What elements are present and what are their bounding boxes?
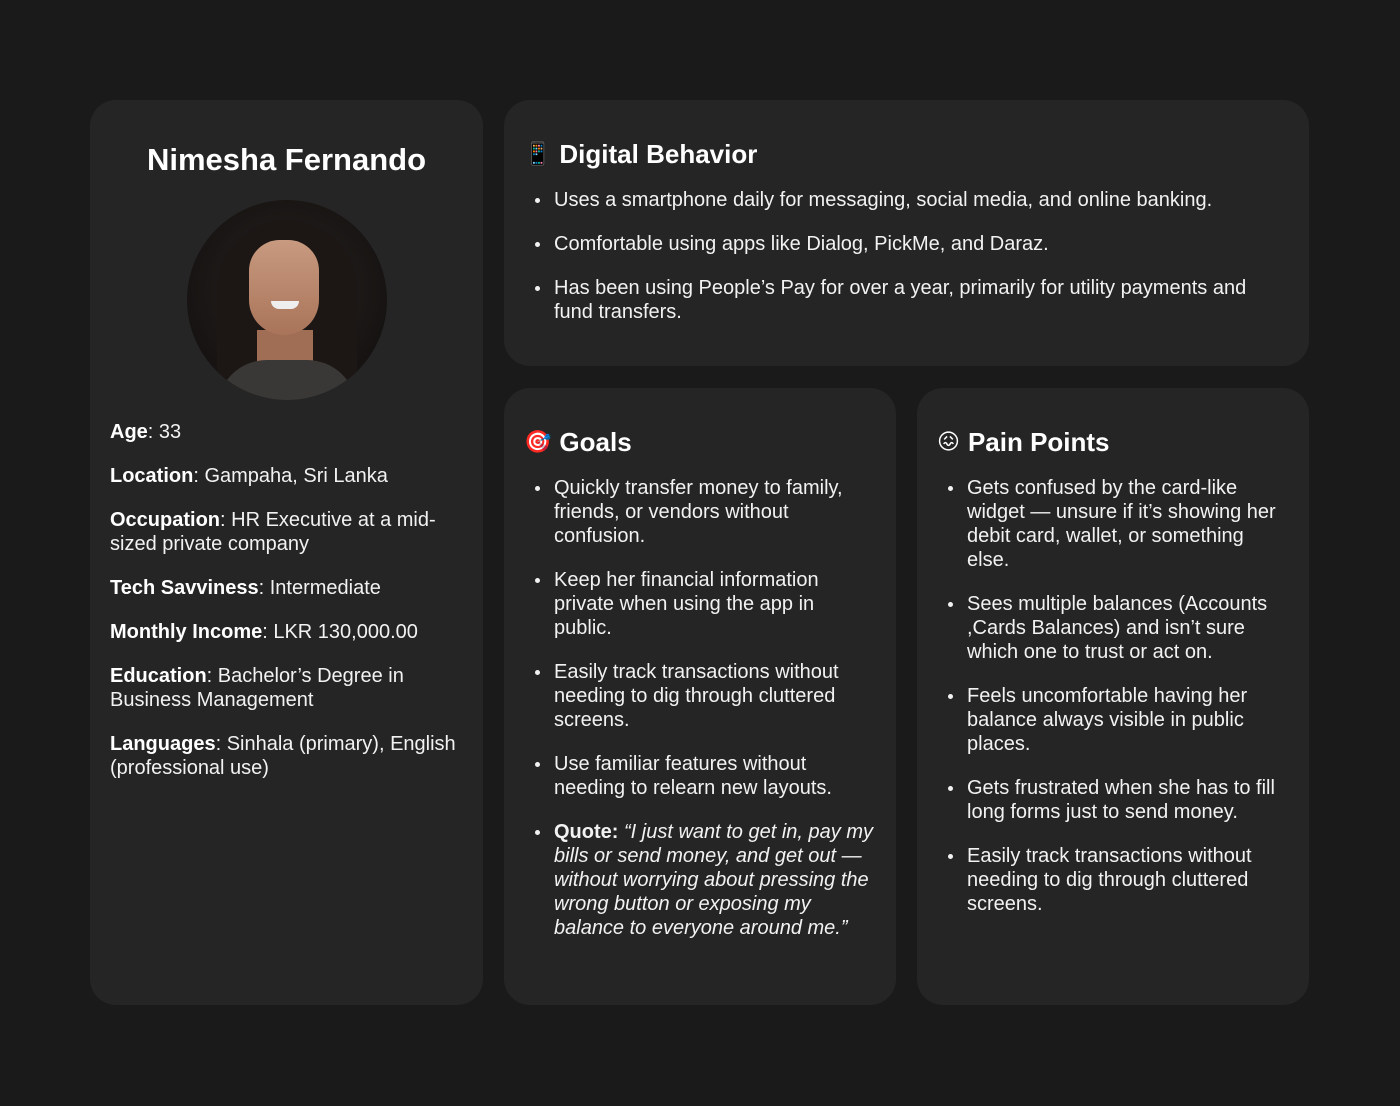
goals-card <box>504 388 896 1005</box>
section-title: 📱 Digital Behavior <box>524 139 758 169</box>
fact-value: : Intermediate <box>258 577 381 599</box>
profile-fact <box>110 664 463 712</box>
list-item: Gets frustrated when she has to fill long forms just to send money. <box>937 776 1289 824</box>
profile-fact <box>110 464 463 488</box>
list-item: Use familiar features without needing to relearn new layouts. <box>524 752 876 800</box>
fact-value: : Gampaha, Sri Lanka <box>193 465 388 487</box>
fact-value: : LKR 130,000.00 <box>262 621 418 643</box>
section-title: 🎯 Goals <box>524 427 632 457</box>
confounded-face-icon: 😖 <box>937 429 960 454</box>
digital-behavior-card <box>504 100 1309 366</box>
fact-value: : Bachelor’s Degree in Business Management <box>110 665 404 711</box>
fact-label: Occupation <box>110 509 221 531</box>
list-item: Sees multiple balances (Accounts ,Cards Balances) and isn’t sure which one to trust or act on. <box>937 592 1289 664</box>
list-item: Easily track transactions without needing to dig through cluttered screens. <box>937 844 1289 916</box>
phone-icon: 📱 <box>524 141 552 166</box>
fact-value: : HR Executive at a mid-sized private company <box>110 509 436 555</box>
fact-label: Monthly Income <box>110 621 263 643</box>
fact-value: : 33 <box>147 421 182 443</box>
list-item: Feels uncomfortable having her balance always visible in public places. <box>937 684 1289 756</box>
profile-fact <box>110 508 463 556</box>
quote-label: Quote: <box>554 821 619 843</box>
list-item: Comfortable using apps like Dialog, PickMe, and Daraz. <box>524 232 1285 256</box>
section-title: 😖 Pain Points <box>937 427 1110 457</box>
list-item: Easily track transactions without needing to dig through cluttered screens. <box>524 660 876 732</box>
fact-label: Tech Savviness <box>110 577 259 599</box>
profile-card <box>90 100 483 1005</box>
list-item: Keep her financial information private when using the app in public. <box>524 568 876 640</box>
fact-label: Languages <box>110 733 216 755</box>
list-item: Quickly transfer money to family, friends, or vendors without confusion. <box>524 476 876 548</box>
list-item: Gets confused by the card-like widget — unsure if it’s showing her debit card, wallet, or something else. <box>937 476 1289 572</box>
avatar <box>187 200 387 400</box>
pain-list <box>937 476 1289 916</box>
goals-list <box>524 476 876 940</box>
fact-value: : Sinhala (primary), English (professional use) <box>110 733 456 779</box>
quote-text: “I just want to get in, pay my bills or send money, and get out — without worrying about pressing the wrong button or exposing my balance to everyone around me.” <box>554 821 873 939</box>
profile-fact <box>110 420 463 444</box>
profile-fact <box>110 620 463 644</box>
pain-points-card <box>917 388 1309 1005</box>
digital-list <box>524 188 1285 324</box>
fact-label: Education <box>110 665 207 687</box>
profile-fact <box>110 732 463 780</box>
list-item: Has been using People’s Pay for over a year, primarily for utility payments and fund transfers. <box>524 276 1285 324</box>
profile-facts <box>110 420 463 780</box>
profile-fact <box>110 576 463 600</box>
target-icon: 🎯 <box>524 429 552 454</box>
list-item: Uses a smartphone daily for messaging, social media, and online banking. <box>524 188 1285 212</box>
fact-label: Age <box>110 421 148 443</box>
quote-item <box>524 820 876 940</box>
fact-label: Location <box>110 465 194 487</box>
persona-name: Nimesha Fernando <box>146 142 427 177</box>
